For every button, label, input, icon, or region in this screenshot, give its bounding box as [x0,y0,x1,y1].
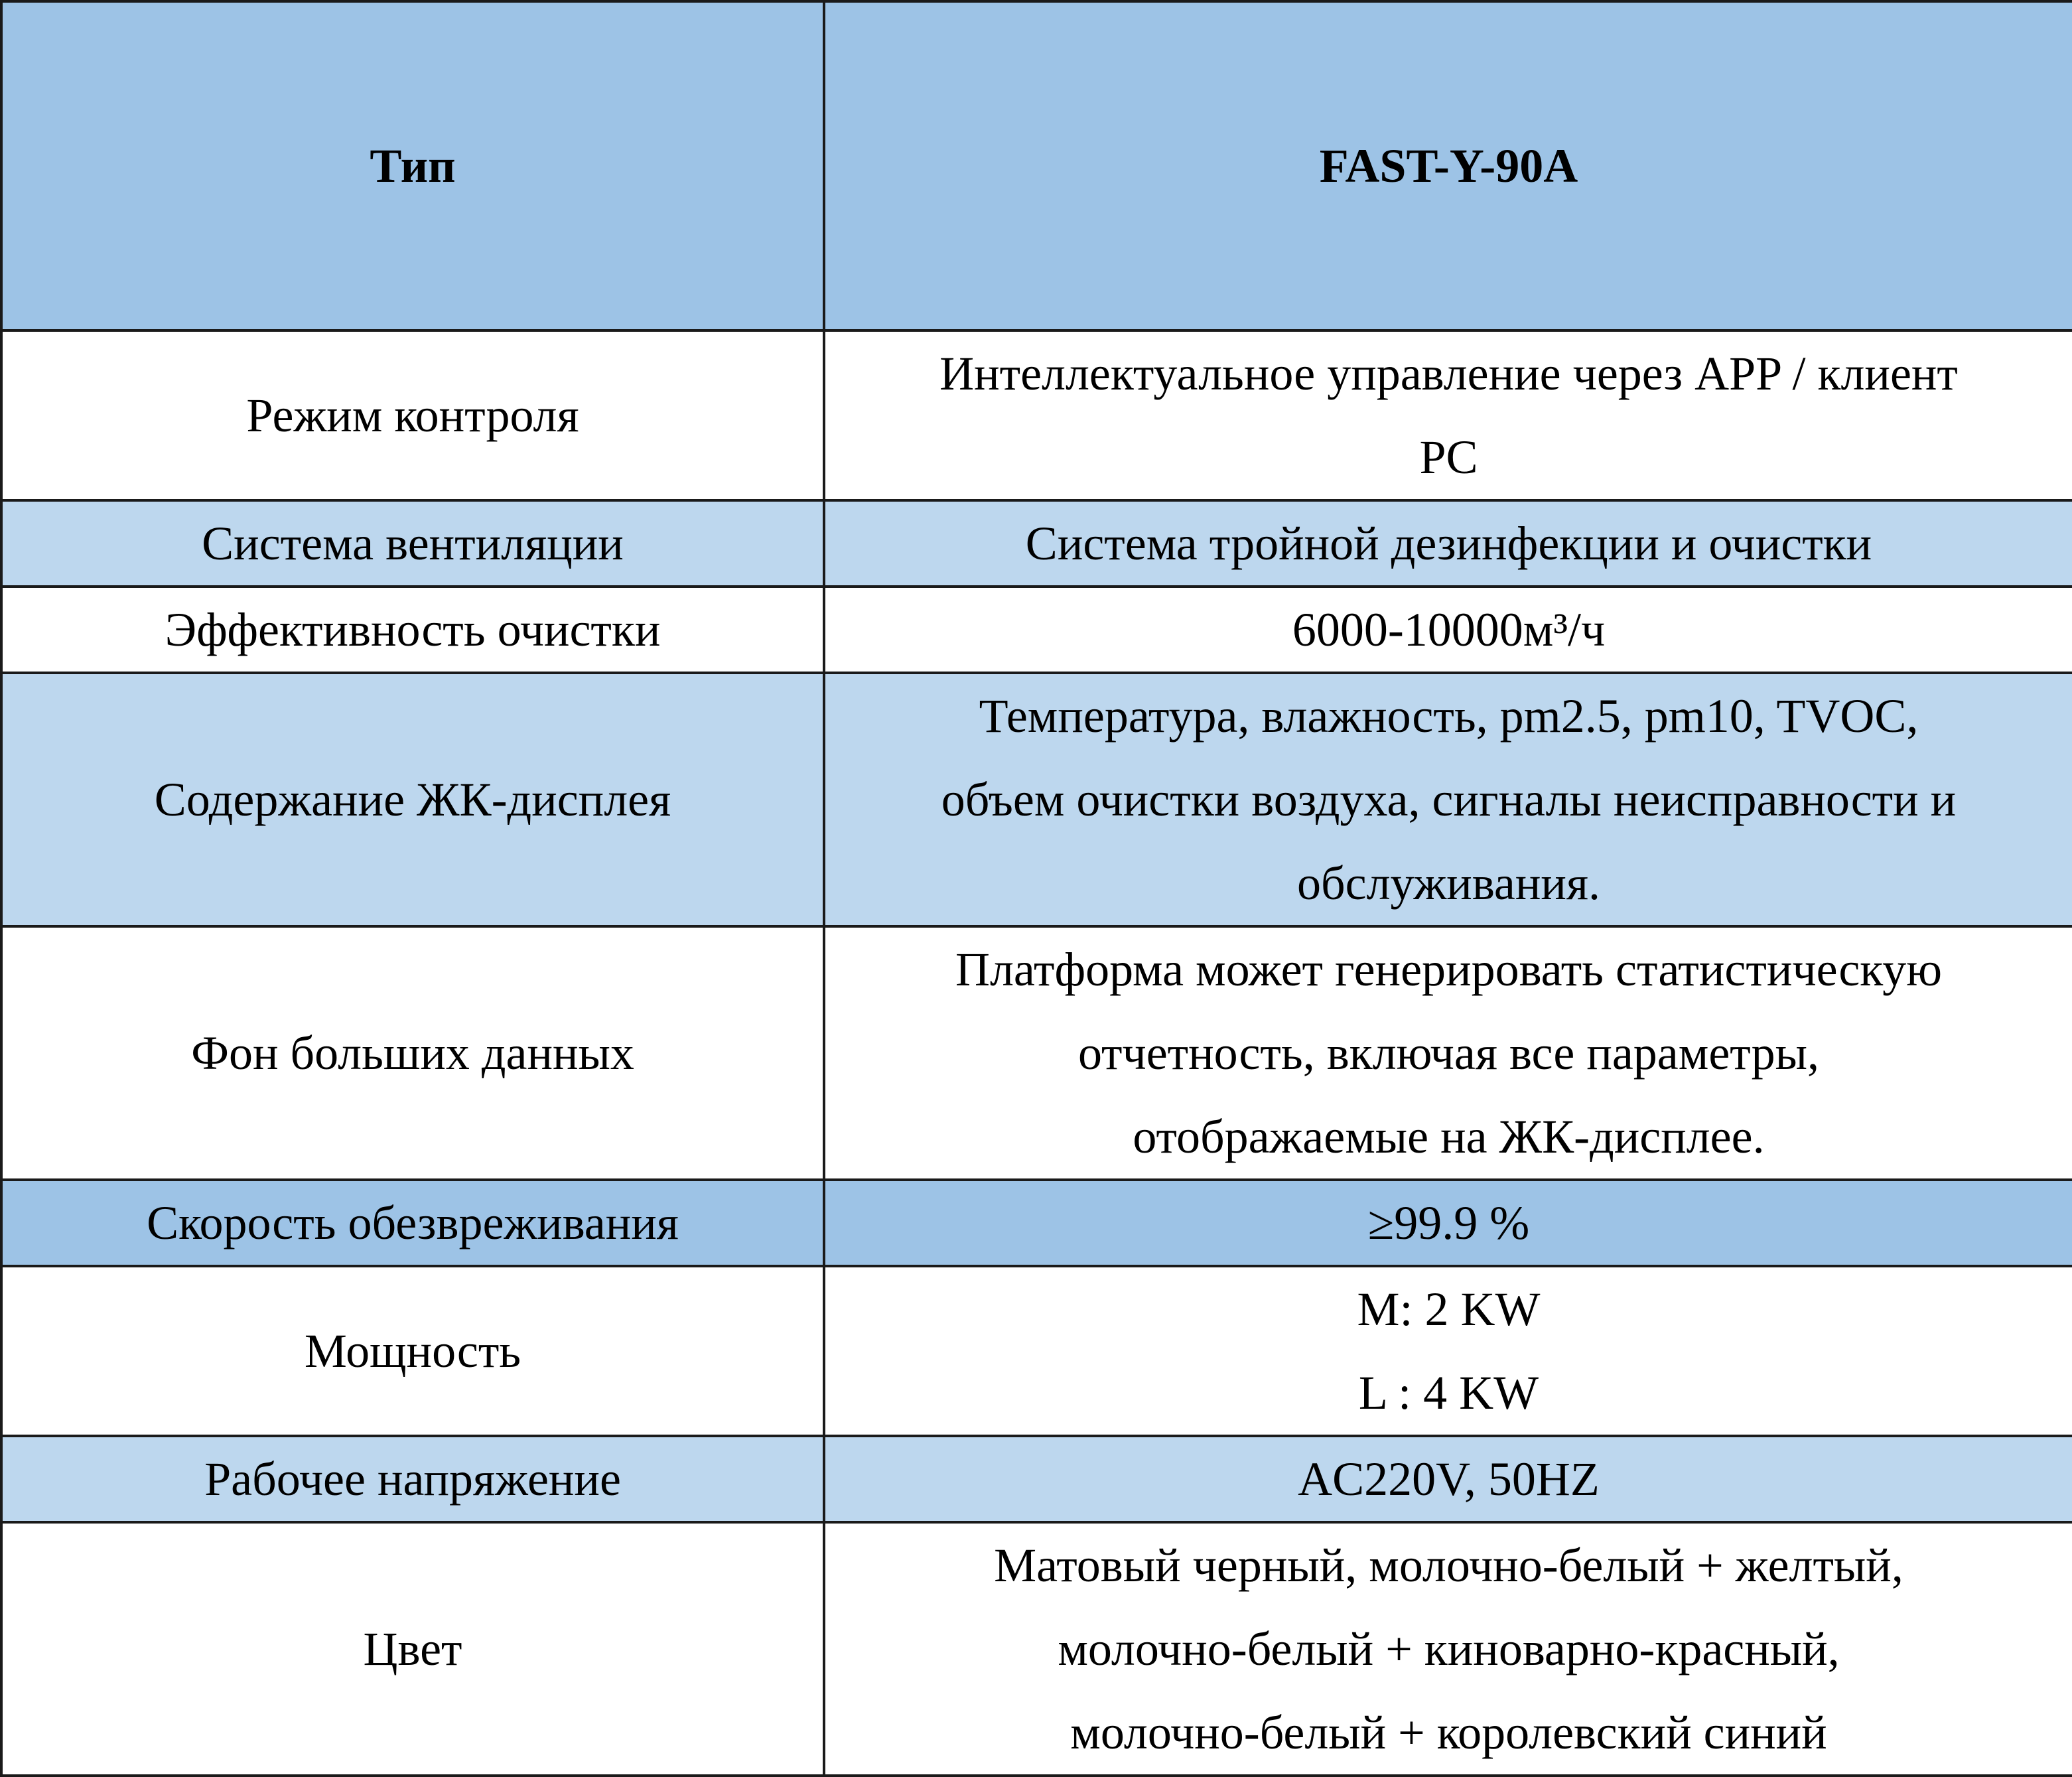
row-value [824,1436,2072,1522]
table-row-control-mode [1,330,2072,500]
value-line: AC220V, 50HZ [1298,1453,1600,1506]
value-line: L : 4 KW [1358,1366,1539,1419]
row-label: Рабочее напряжение [1,1436,824,1522]
table-row-big-data [1,926,2072,1180]
value-line: отчетность, включая все параметры, [1077,1027,1820,1080]
table-header-row [1,1,2072,330]
row-value [824,587,2072,673]
row-label: Фон больших данных [1,926,824,1180]
header-value: FAST-Y-90A [824,1,2072,330]
value-line: M: 2 KW [1357,1283,1541,1336]
table-row-voltage [1,1436,2072,1522]
value-line: молочно-белый + королевский синий [1070,1706,1827,1759]
value-line: Матовый черный, молочно-белый + желтый, [994,1539,1903,1592]
row-label: Содержание ЖК-дисплея [1,673,824,926]
row-value [824,330,2072,500]
row-label: Эффективность очистки [1,587,824,673]
header-label: Тип [1,1,824,330]
row-label: Режим контроля [1,330,824,500]
row-value [824,1266,2072,1436]
row-label: Мощность [1,1266,824,1436]
row-label: Система вентиляции [1,500,824,587]
table-row-lcd-content [1,673,2072,926]
row-value [824,673,2072,926]
table-row-disinfection-rate [1,1180,2072,1266]
table-row-power [1,1266,2072,1436]
value-line: 6000-10000м³/ч [1292,603,1606,656]
value-line: обслуживания. [1296,857,1601,910]
row-value [824,926,2072,1180]
value-line: Температура, влажность, pm2.5, pm10, TVOC, [979,689,1919,743]
row-value [824,1522,2072,1776]
row-value [824,1180,2072,1266]
value-line: ≥99.9 % [1367,1196,1530,1249]
row-label: Цвет [1,1522,824,1776]
table-row-efficiency [1,587,2072,673]
row-label: Скорость обезвреживания [1,1180,824,1266]
value-line: Система тройной дезинфекции и очистки [1025,517,1872,570]
table-row-ventilation [1,500,2072,587]
value-line: PC [1419,431,1478,484]
value-line: объем очистки воздуха, сигналы неисправности и [941,773,1957,826]
row-value [824,500,2072,587]
table-row-color [1,1522,2072,1776]
value-line: молочно-белый + киноварно-красный, [1058,1622,1840,1675]
value-line: Интеллектуальное управление через APP / клиент [939,347,1958,400]
value-line: Платформа может генерировать статистическую [955,943,1943,996]
value-line: отображаемые на ЖК-дисплее. [1133,1110,1765,1163]
